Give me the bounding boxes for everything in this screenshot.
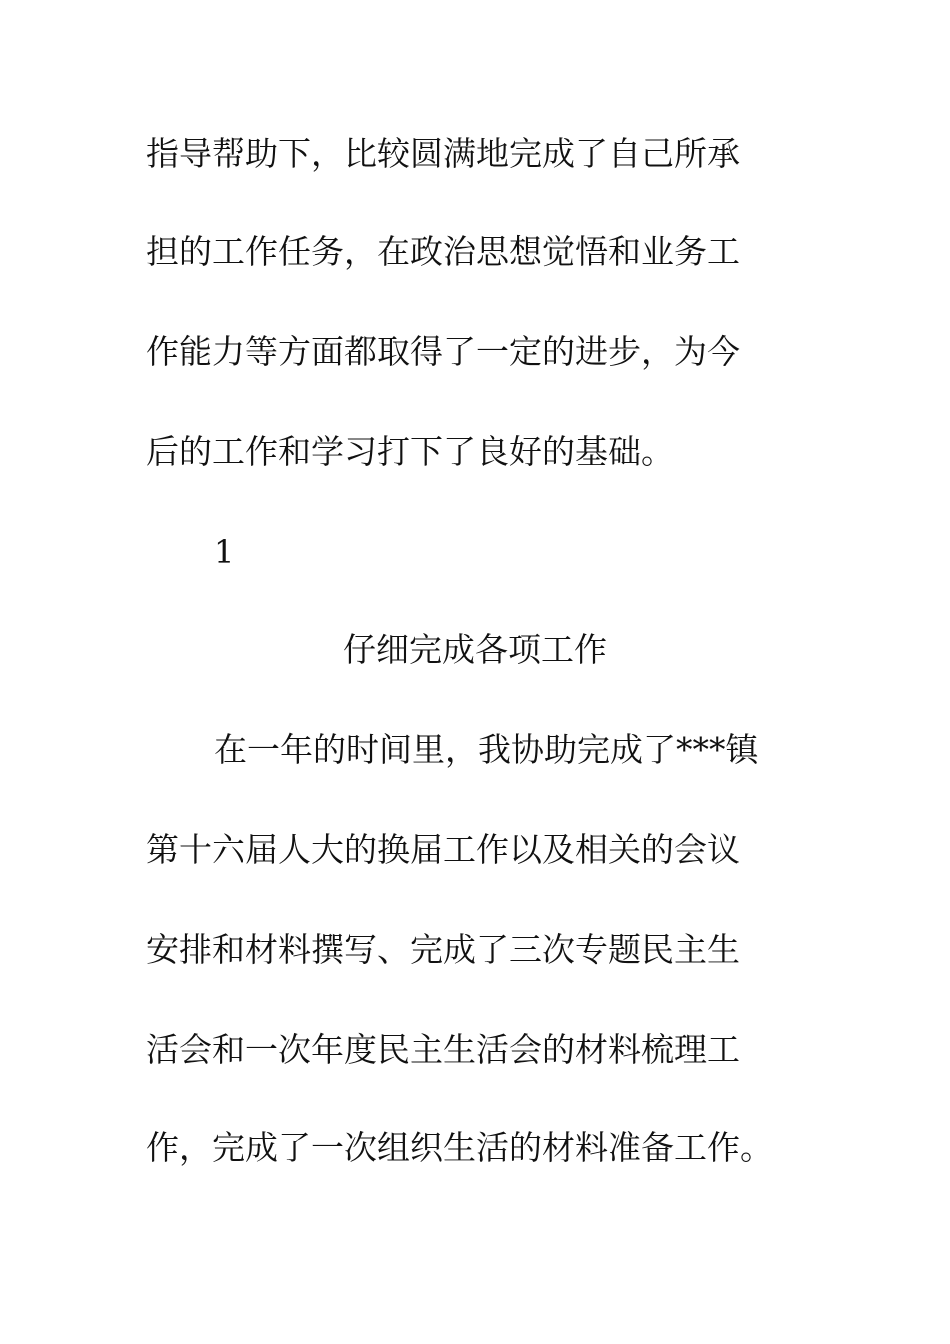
paragraph-2-line-3: 安排和材料撰写、完成了三次专题民主生 [146, 930, 740, 969]
section-heading: 仔细完成各项工作 [343, 630, 607, 669]
paragraph-1-line-1: 指导帮助下，比较圆满地完成了自己所承 [146, 134, 740, 173]
paragraph-2-line-4: 活会和一次年度民主生活会的材料梳理工 [146, 1030, 740, 1069]
paragraph-1-line-4: 后的工作和学习打下了良好的基础。 [146, 432, 674, 471]
paragraph-2-line-2: 第十六届人大的换届工作以及相关的会议 [146, 830, 740, 869]
paragraph-1-line-2: 担的工作任务，在政治思想觉悟和业务工 [146, 232, 740, 271]
paragraph-1-line-3: 作能力等方面都取得了一定的进步，为今 [146, 332, 740, 371]
section-number: 1 [214, 533, 235, 571]
paragraph-2-line-5: 作，完成了一次组织生活的材料准备工作。 [146, 1128, 773, 1167]
paragraph-2-line-1: 在一年的时间里，我协助完成了***镇 [214, 730, 759, 769]
